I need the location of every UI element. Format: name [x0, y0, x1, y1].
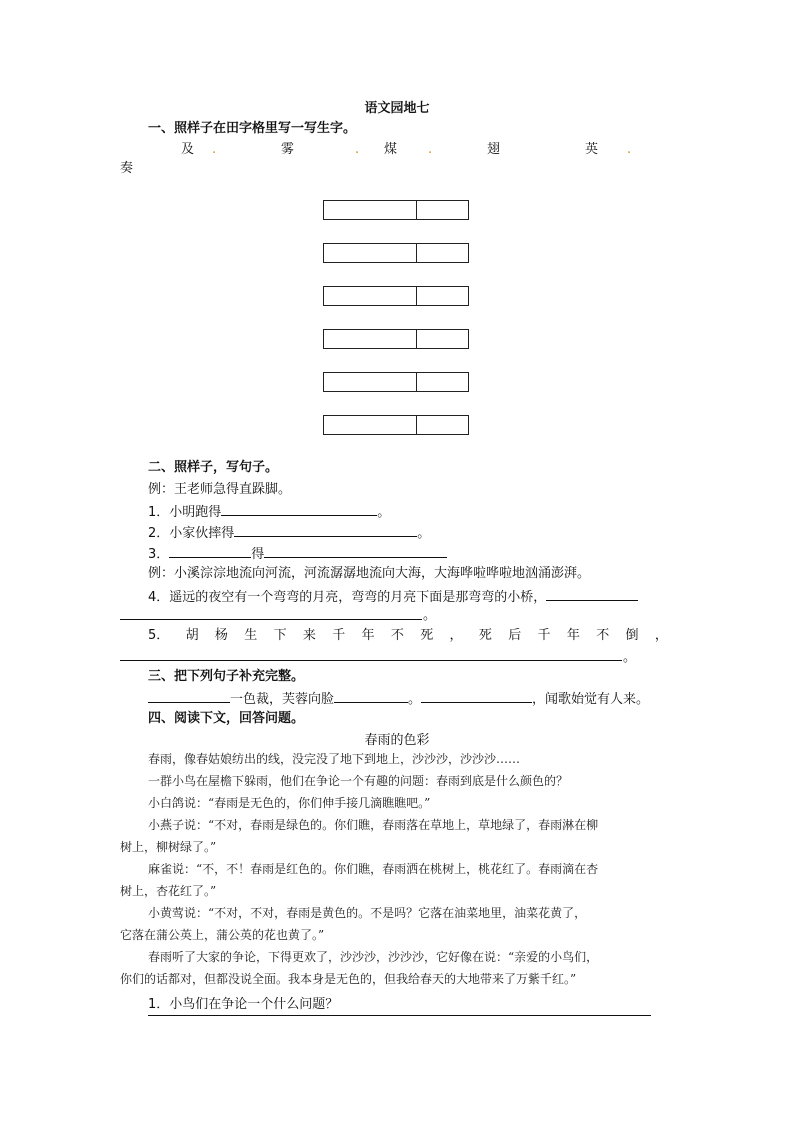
answer-blank[interactable] [169, 545, 251, 558]
period: 。 [623, 650, 637, 665]
char-chi: 翅 [487, 142, 501, 157]
story-paragraph-cont: 你们的话都对，但都没说全面。我本身是无色的，但我给春天的大地带来了万紫千红。” [120, 972, 577, 986]
poem-part-2: 。 [408, 692, 422, 707]
char-zou: 奏 [120, 161, 134, 176]
example-1: 例：王老师急得直跺脚。 [148, 482, 292, 497]
writing-grid[interactable] [323, 372, 469, 392]
writing-grid[interactable] [323, 415, 469, 435]
question-4 [148, 588, 638, 606]
question-2 [148, 524, 430, 542]
q5-char: 杨 [214, 628, 228, 643]
question-3 [148, 545, 447, 563]
q5-char: 来 [302, 628, 316, 643]
q5-char: 年 [566, 628, 580, 643]
section1-heading: 一、照样子在田字格里写一写生字。 [148, 121, 357, 136]
question-1-prefix: 1．小明跑得 [148, 505, 222, 520]
story-title: 春雨的色彩 [364, 733, 430, 748]
q5-char: ， [449, 628, 463, 643]
q5-char: 年 [361, 628, 375, 643]
dot-mark: . [428, 142, 433, 157]
q5-char: 千 [537, 628, 551, 643]
char-wu: 雾 [281, 142, 295, 157]
char-ying: 英 [585, 142, 599, 157]
q5-char: 生 [244, 628, 258, 643]
q5-char: 死 [420, 628, 434, 643]
q5-char: 胡 [185, 628, 199, 643]
answer-blank[interactable] [148, 690, 230, 703]
story-paragraph: 一群小鸟在屋檐下躲雨，他们在争论一个有趣的问题：春雨到底是什么颜色的？ [148, 774, 569, 788]
page-title: 语文园地七 [364, 101, 430, 116]
poem-part-3: ，闻歌始觉有人来。 [532, 692, 650, 707]
answer-blank[interactable] [334, 690, 408, 703]
story-paragraph: 春雨，像春姑娘纺出的线，没完没了地下到地上，沙沙沙，沙沙沙…… [148, 752, 521, 766]
char-mei: 煤 [384, 142, 398, 157]
story-paragraph: 春雨听了大家的争论，下得更欢了，沙沙沙，沙沙沙，它好像在说：“亲爱的小鸟们， [148, 950, 599, 964]
period: 。 [377, 505, 391, 520]
q5-char: 死 [478, 628, 492, 643]
answer-line[interactable] [148, 1015, 651, 1016]
story-paragraph: 小白鸽说：“春雨是无色的，你们伸手接几滴瞧瞧吧。” [148, 796, 431, 810]
question-3-mid: 得 [251, 547, 265, 562]
answer-line[interactable] [120, 660, 622, 661]
q5-char: 倒 [625, 628, 639, 643]
dot-mark: . [212, 142, 217, 157]
story-paragraph: 小黄莺说：“不对，不对，春雨是黄色的。不是吗？它落在油菜地里，油菜花黄了， [148, 906, 587, 920]
poem-fill [148, 690, 649, 708]
answer-blank[interactable] [221, 503, 377, 516]
q5-char: 5． [148, 628, 170, 643]
story-paragraph: 小燕子说：“不对，春雨是绿色的。你们瞧，春雨落在草地上，草地绿了，春雨淋在柳 [148, 818, 599, 832]
example-2: 例：小溪淙淙地流向河流，河流潺潺地流向大海，大海哗啦哗啦地汹涌澎湃。 [148, 566, 591, 581]
period: 。 [417, 526, 431, 541]
question-4-text: 4．遥远的夜空有一个弯弯的月亮，弯弯的月亮下面是那弯弯的小桥， [148, 590, 547, 605]
writing-grid[interactable] [323, 200, 469, 220]
period: 。 [423, 608, 437, 623]
question-3-prefix: 3． [148, 547, 170, 562]
section2-heading: 二、照样子，写句子。 [148, 460, 279, 475]
q5-char: ， [654, 628, 668, 643]
story-paragraph-cont: 它落在蒲公英上，蒲公英的花也黄了。” [120, 928, 325, 942]
dot-mark: . [627, 142, 632, 157]
answer-blank[interactable] [546, 588, 638, 601]
answer-line[interactable] [120, 619, 422, 620]
char-ji: 及 [181, 142, 195, 157]
writing-grid[interactable] [323, 286, 469, 306]
q5-char: 后 [508, 628, 522, 643]
q5-char: 下 [273, 628, 287, 643]
question-1 [148, 503, 390, 521]
reading-question-1: 1．小鸟们在争论一个什么问题？ [148, 997, 339, 1012]
question-2-prefix: 2．小家伙摔得 [148, 526, 235, 541]
q5-char: 千 [332, 628, 346, 643]
question-5 [148, 628, 668, 644]
story-paragraph-cont: 树上，柳树绿了。” [120, 840, 217, 854]
q5-char: 不 [390, 628, 404, 643]
section3-heading: 三、把下列句子补充完整。 [148, 669, 305, 684]
section4-heading: 四、阅读下文，回答问题。 [148, 711, 305, 726]
story-paragraph-cont: 树上，杏花红了。” [120, 884, 217, 898]
answer-blank[interactable] [421, 690, 532, 703]
writing-grid[interactable] [323, 243, 469, 263]
story-paragraph: 麻雀说：“不，不！春雨是红色的。你们瞧，春雨洒在桃树上，桃花红了。春雨滴在杏 [148, 862, 599, 876]
answer-blank[interactable] [234, 524, 417, 537]
q5-char: 不 [596, 628, 610, 643]
answer-blank[interactable] [264, 545, 447, 558]
writing-grid[interactable] [323, 329, 469, 349]
dot-mark: . [355, 142, 360, 157]
poem-part-1: 一色裁，芙蓉向脸 [230, 692, 335, 707]
